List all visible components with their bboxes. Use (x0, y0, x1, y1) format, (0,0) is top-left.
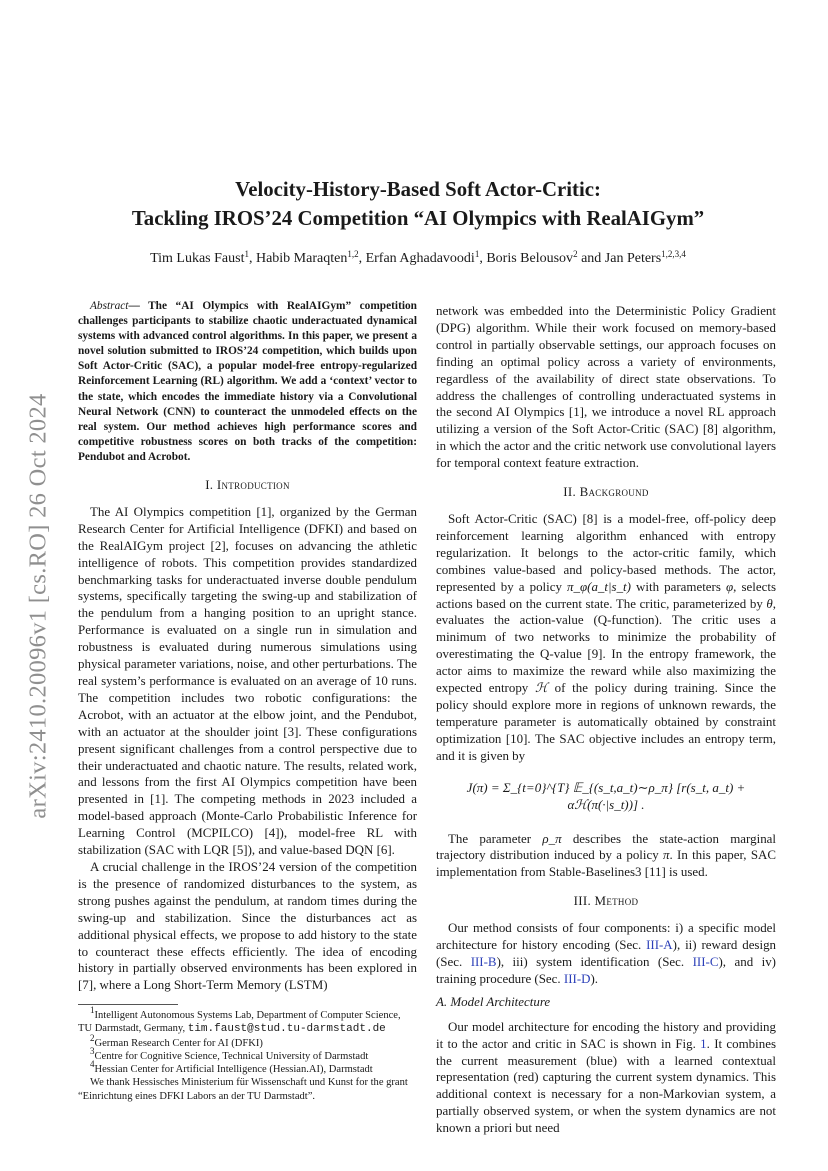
author-affiliation: 1 (244, 249, 249, 259)
footnotes (78, 1004, 417, 1103)
footnote-1: $^1$Intelligent Autonomous Systems Lab, Department of Computer Science, TU Darmstadt, Germany, tim.faust@stud.tu-darmstadt.de (78, 1005, 401, 1036)
section-link-III-D[interactable]: III-D (563, 970, 591, 986)
section-link-III-C[interactable]: III-C (692, 954, 719, 969)
author-name: Jan Peters (604, 251, 662, 266)
math-entropy: ℋ (535, 680, 548, 696)
author-list: Tim Lukas Faust$^1$, Habib Maraqten$^{1,2}$, Erfan Aghadavoodi$^1$, Boris Belousov$^2$ and Jan Peters$^{1,2,3,4}$ (150, 249, 686, 266)
sac-objective-equation (436, 773, 776, 821)
background-paragraph-1: Soft Actor-Critic (SAC) [8] is a model-free, off-policy deep reinforcement learning algorithm enhanced with entropy regularization. It belongs to the actor-critic family, which combines value-based and policy-based methods. The actor, represented by a policy π_φ(a_t|s_t) with parameters φ, selects actions based on the current state. The critic, parameterized by θ, evaluates the action-value (Q-function). The critic uses a minimum of two networks to minimize the probability of overestimating the Q-value [9]. In the entropy framework, the actor aims to maximize the reward while also maximizing the expected entropy ℋ of the policy during training. Since the policy should explore more in regions of unknown rewards, the temperature parameter is automatically obtained by constraint optimization [10]. The SAC objective includes an entropy term, and it is given by (436, 510, 776, 763)
footnote-3: $^3$Centre for Cognitive Science, Technical University of Darmstadt (90, 1045, 369, 1062)
title-line-1: Velocity-History-Based Soft Actor-Critic: (235, 178, 601, 201)
section-link-III-B[interactable]: III-B (470, 954, 497, 969)
abstract (78, 299, 417, 465)
left-column (78, 299, 417, 994)
math-theta: θ (766, 595, 773, 611)
math-policy: π_φ(a_t|s_t) (567, 578, 631, 594)
math-pi: π (663, 847, 670, 863)
author-name: Habib Maraqten (255, 251, 348, 266)
abstract-lead: Abstract (90, 300, 129, 312)
section-heading-background: II. Background (563, 484, 649, 500)
acknowledgement: We thank Hessisches Ministerium für Wissenschaft und Kunst for the grant “Einrichtung eines DFKI Labors an der TU Darmstadt”. (78, 1077, 408, 1102)
author-affiliation: 1 (474, 249, 480, 259)
subsection-heading-model-architecture: A. Model Architecture (436, 993, 551, 1009)
footnote-2: $^2$German Research Center for AI (DFKI) (90, 1032, 263, 1049)
author-name: Tim Lukas Faust (150, 251, 245, 266)
author-affiliation: 1,2,3,4 (661, 249, 686, 259)
method-paragraph-1: Our method consists of four components: i) a specific model architecture for history encoding (Sec. III-A), ii) reward design (Sec. III-B), iii) system identification (Sec. III-C), and iv) training procedure (Sec. III-D). (436, 920, 777, 986)
abstract-text: — The “AI Olympics with RealAIGym” competition challenges participants to stabilize chaotic underactuated dynamical systems with advanced control algorithms. In this paper, we present a novel solution submitted to IROS’24 competition, which builds upon Soft Actor-Critic (SAC), a popular model-free entropy-regularized Reinforcement Learning (RL) algorithm. We add a ‘context’ vector to the state, which encodes the immediate history via a Convolutional Neural Network (CNN) to counteract the unmodeled effects on the real system. Our method achieves high performance scores and competitive robustness scores on both tracks of the competition: Pendubot and Acrobot. (78, 300, 417, 463)
section-heading-introduction: I. Introduction (205, 477, 290, 493)
section-link-III-A[interactable]: III-A (646, 937, 673, 953)
intro-paragraph-1: The AI Olympics competition [1], organized by the German Research Center for Artificial Intelligence (DFKI) and based on the RealAIGym project [2], focuses on advancing the athletic intelligence of robots. This competition provides standardized benchmarking tasks for underactuated inverse double pendulum systems, specifically targeting the swing-up and stabilization of the pendulum from a hanging position to an upright stance. Performance is evaluated on a single run in simulation and robustness is evaluated during numerous simulations using physical parameter variations, noise, and other perturbations. The real system’s performance is evaluated on an average of 10 runs. The competition includes two robotic configurations: the Acrobot, with an actuator at the elbow joint, and the Pendubot, with an actuator at the shoulder joint [3]. These configurations present significant challenges from a control perspective due to their underactuated and chaotic nature. The results, related work, and lessons from the first AI Olympics competition have been presented in [1]. The competing methods in 2023 included a model-based approach (Monte-Carlo Probabilistic Inference for Learning Control (MCPILCO) [4]), model-free RL with stabilization (SAC with LQR [5]), and value-based DQN [6]. (78, 503, 417, 858)
author-name: Erfan Aghadavoodi (365, 251, 475, 266)
author-email[interactable]: tim.faust@stud.tu-darmstadt.de (187, 1023, 386, 1036)
background-paragraph-2: The parameter ρ_π describes the state-action marginal trajectory distribution induced by a policy π. In this paper, SAC implementation from Stable-Baselines3 [11] is used. (436, 830, 776, 880)
section-heading-method: III. Method (573, 893, 639, 909)
arxiv-identifier (19, 360, 59, 852)
title-line-2: Tackling IROS’24 Competition “AI Olympics with RealAIGym” (131, 206, 705, 230)
model-architecture-paragraph: Our model architecture for encoding the history and providing it to the actor and critic in SAC is shown in Fig. 1. It combines the current measurement (blue) with a learned contextual representation (red) capturing the current system dynamics. This additional context is necessary for a non-Markovian system, a partially observed system, or when the system dynamics are not known a priori but need (436, 1018, 776, 1136)
author-affiliation: 2 (573, 249, 578, 259)
author-affiliation: 1,2 (347, 249, 359, 259)
arxiv-identifier-text: arXiv:2410.20096v1 [cs.RO] 26 Oct 2024 (25, 393, 52, 819)
paper-title (78, 176, 758, 233)
author-name: Boris Belousov (486, 251, 574, 266)
intro-paragraph-3: network was embedded into the Deterministic Policy Gradient (DPG) algorithm. While their work focused on memory-based control in partially observable settings, our approach focuses on finding an optimal policy across a variety of environments, regardless of the availability of direct state observations. To address the challenges of controlling underactuated systems in the second AI Olympics [1], we introduce a novel RL approach utilizing a version of the Soft Actor-Critic (SAC) [8] algorithm, in which the actor and the critic network use convolutional layers for temporal context feature extraction. (436, 303, 776, 471)
figure-link-1[interactable]: 1 (700, 1035, 707, 1051)
right-column (436, 303, 776, 1137)
footnote-4: $^4$Hessian Center for Artificial Intelligence (Hessian.AI), Darmstadt (90, 1059, 373, 1076)
intro-paragraph-2: A crucial challenge in the IROS’24 version of the competition is the presence of randomized disturbances to the system, as strong pushes against the pendulum, at random times during the swing-up and stabilization. Since the disturbances act as additional physical effects, we propose to add history to the state to counteract these effects efficiently. The idea of encoding history in partially observed environments has been explored in [7], where a Long Short-Term Memory (LSTM) (78, 858, 417, 993)
math-phi: φ (726, 578, 734, 594)
equation-text: J(π) = Σ_{t=0}^{T} 𝔼_{(s_t,a_t)∼ρ_π} [r(s_t, a_t) + αℋ(π(·|s_t))] . (466, 779, 746, 812)
math-rho: ρ_π (542, 830, 562, 846)
